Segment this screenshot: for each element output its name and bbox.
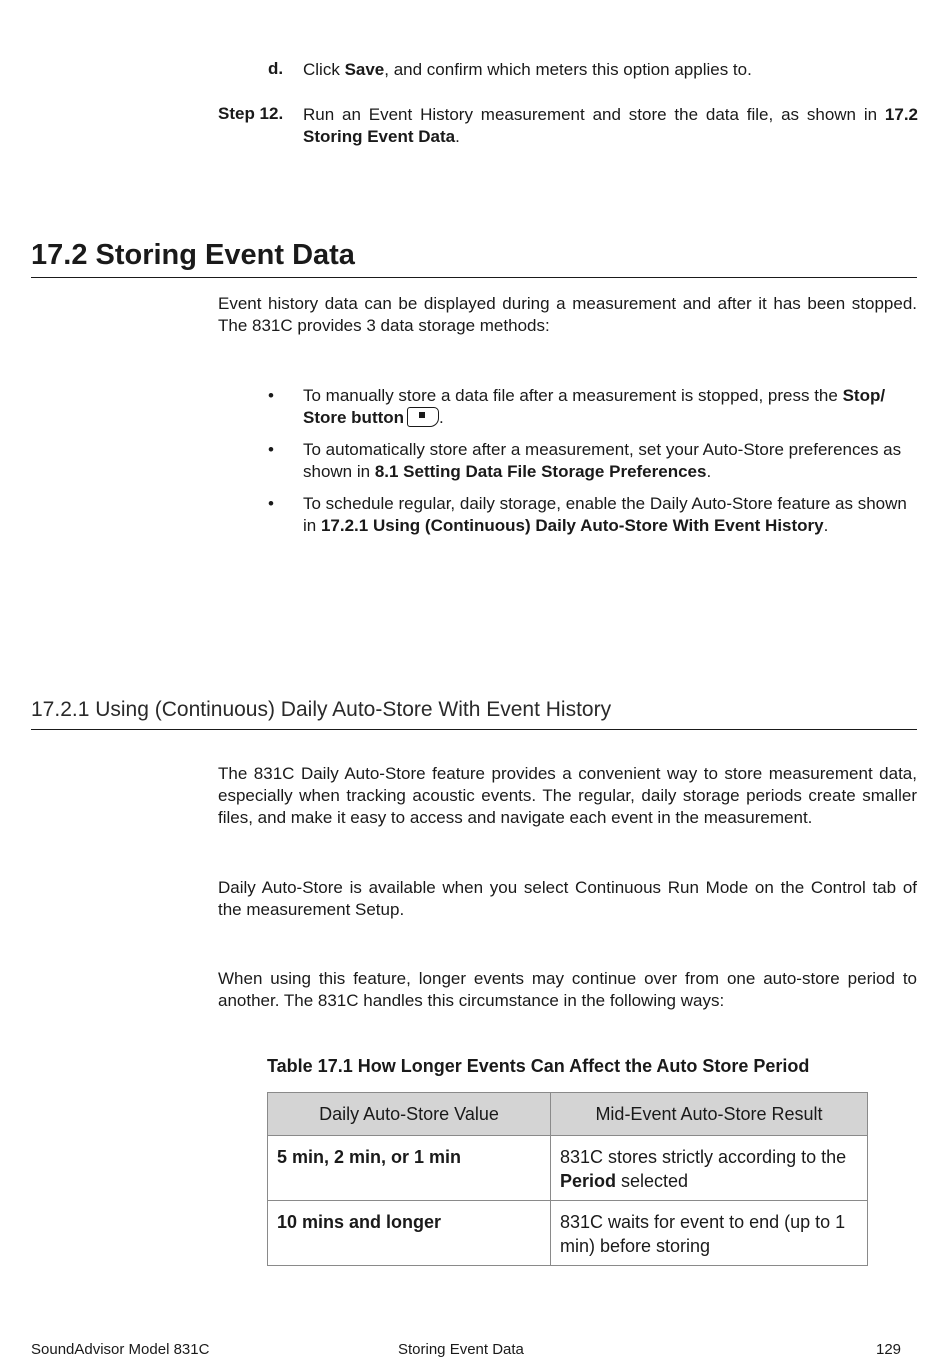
table-header-row <box>268 1093 868 1136</box>
table-row <box>268 1201 868 1266</box>
subsection-heading-rule <box>31 729 917 730</box>
step-d-label: d. <box>268 59 284 78</box>
step-12-text: Run an Event History measurement and store the data file, as shown in 17.2 Storing Event Data. <box>303 105 918 146</box>
step-12-link[interactable]: 17.2 Storing Event Data <box>303 105 918 146</box>
footer-chapter: Storing Event Data <box>398 1341 524 1358</box>
subsection-heading: 17.2.1 Using (Continuous) Daily Auto-Store With Event History <box>31 698 612 721</box>
list-item: • To manually store a data file after a measurement is stopped, press the Stop/ Store button . <box>268 386 886 427</box>
bullet-marker: • <box>268 386 274 405</box>
table-header-cell: Daily Auto-Store Value <box>268 1093 551 1136</box>
auto-store-table <box>267 1092 868 1266</box>
paragraph: Daily Auto-Store is available when you select Continuous Run Mode on the Control tab of the measurement Setup. <box>218 878 917 919</box>
step-12-label: Step 12. <box>218 104 284 123</box>
section-intro: Event history data can be displayed during a measurement and after it has been stopped. The 831C provides 3 data storage methods: <box>218 294 917 335</box>
section-heading-rule <box>31 277 917 278</box>
step-d-text: Click Save, and confirm which meters this option applies to. <box>303 60 752 79</box>
bullet-marker: • <box>268 440 274 459</box>
section-heading: 17.2 Storing Event Data <box>31 239 355 271</box>
page-number: 129 <box>876 1341 902 1358</box>
bullet-marker: • <box>268 494 274 513</box>
footer-product: SoundAdvisor Model 831C <box>31 1341 210 1358</box>
table-caption: Table 17.1 How Longer Events Can Affect the Auto Store Period <box>267 1056 810 1076</box>
storage-preferences-link[interactable]: 8.1 Setting Data File Storage Preferences <box>374 462 707 481</box>
table-header-cell: Mid-Event Auto-Store Result <box>551 1093 868 1136</box>
storage-methods-list <box>268 385 918 547</box>
table-cell: 831C stores strictly according to the Period selected <box>551 1136 868 1201</box>
table-row <box>268 1136 868 1201</box>
paragraph: The 831C Daily Auto-Store feature provides a convenient way to store measurement data, especially when tracking acoustic events. The regular, daily storage periods create smaller files, and make it easy to access and navigate each event in the measurement. <box>218 764 917 827</box>
table-cell: 10 mins and longer <box>268 1201 551 1266</box>
stop-store-key-icon <box>407 407 439 427</box>
daily-auto-store-link[interactable]: 17.2.1 Using (Continuous) Daily Auto-Store With Event History <box>320 516 824 535</box>
list-item: • To automatically store after a measurement, set your Auto-Store preferences as shown in 8.1 Setting Data File Storage Preferences. <box>268 440 902 481</box>
list-item: • To schedule regular, daily storage, enable the Daily Auto-Store feature as shown in 17.2.1 Using (Continuous) Daily Auto-Store With Event History. <box>268 494 907 535</box>
paragraph: When using this feature, longer events may continue over from one auto-store period to another. The 831C handles this circumstance in the following ways: <box>218 969 917 1010</box>
table-cell: 831C waits for event to end (up to 1 min) before storing <box>551 1201 868 1266</box>
table-cell: 5 min, 2 min, or 1 min <box>268 1136 551 1201</box>
